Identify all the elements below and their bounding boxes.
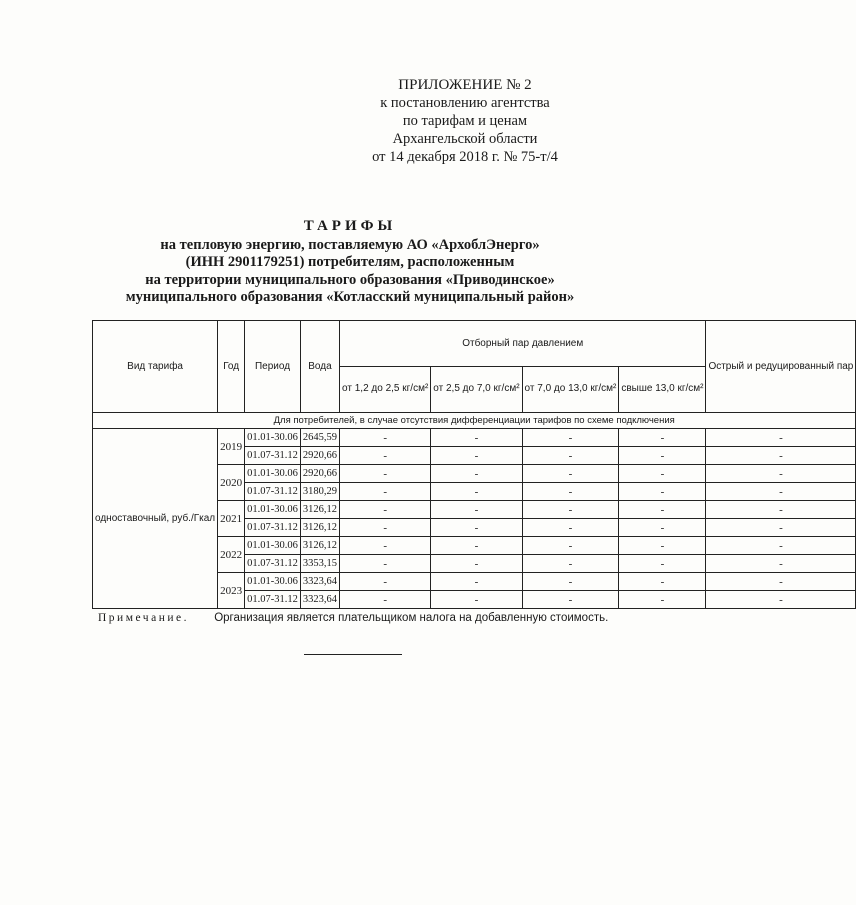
- header-steam-2: от 2,5 до 7,0 кг/см²: [431, 367, 522, 413]
- appendix-line: к постановлению агентства: [380, 95, 550, 111]
- header-steam-1: от 1,2 до 2,5 кг/см²: [340, 367, 431, 413]
- header-period: Период: [245, 321, 301, 413]
- water-value: 3353,15: [300, 555, 339, 573]
- period-cell: 01.07-31.12: [245, 519, 301, 537]
- water-value: 3126,12: [300, 519, 339, 537]
- steam-value: -: [619, 573, 706, 591]
- heading-line: на территории муниципального образования «Приводинское»: [145, 271, 555, 288]
- water-value: 2920,66: [300, 447, 339, 465]
- steam-value: -: [340, 465, 431, 483]
- steam-value: -: [619, 429, 706, 447]
- header-steam-group: Отборный пар давлением: [340, 321, 706, 367]
- consumer-group-label: Для потребителей, в случае отсутствия дифференциации тарифов по схеме подключения: [93, 413, 856, 429]
- steam-value: -: [431, 429, 522, 447]
- steam-value: -: [431, 555, 522, 573]
- appendix-line: по тарифам и ценам: [402, 113, 528, 129]
- closing-rule: [304, 654, 402, 655]
- steam-value: -: [522, 555, 619, 573]
- steam-value: -: [619, 555, 706, 573]
- heading-line: на тепловую энергию, поставляемую АО «АрхоблЭнерго»: [160, 236, 540, 253]
- steam-value: -: [619, 591, 706, 609]
- period-cell: 01.01-30.06: [245, 429, 301, 447]
- year-cell: 2019: [218, 429, 245, 465]
- steam-value: -: [522, 537, 619, 555]
- water-value: 2645,59: [300, 429, 339, 447]
- header-steam-4: свыше 13,0 кг/см²: [619, 367, 706, 413]
- steam-value: -: [522, 573, 619, 591]
- steam-value: -: [522, 429, 619, 447]
- note-label: Примечание.: [98, 612, 189, 624]
- year-cell: 2021: [218, 501, 245, 537]
- header-steam-3: от 7,0 до 13,0 кг/см²: [522, 367, 619, 413]
- period-cell: 01.01-30.06: [245, 501, 301, 519]
- water-value: 3126,12: [300, 537, 339, 555]
- steam-value: -: [431, 573, 522, 591]
- steam-value: -: [431, 537, 522, 555]
- water-value: 3126,12: [300, 501, 339, 519]
- steam-value: -: [619, 519, 706, 537]
- sharp-steam-value: -: [706, 591, 856, 609]
- steam-value: -: [619, 447, 706, 465]
- period-cell: 01.01-30.06: [245, 573, 301, 591]
- steam-value: -: [431, 519, 522, 537]
- year-cell: 2022: [218, 537, 245, 573]
- steam-value: -: [619, 465, 706, 483]
- steam-value: -: [431, 465, 522, 483]
- steam-value: -: [619, 537, 706, 555]
- steam-value: -: [522, 519, 619, 537]
- tariff-table: [92, 320, 856, 609]
- header-tariff-type: Вид тарифа: [93, 321, 218, 413]
- sharp-steam-value: -: [706, 483, 856, 501]
- year-cell: 2023: [218, 573, 245, 609]
- period-cell: 01.01-30.06: [245, 537, 301, 555]
- header-sharp-steam: Острый и редуцированный пар: [706, 321, 856, 413]
- steam-value: -: [522, 465, 619, 483]
- period-cell: 01.07-31.12: [245, 483, 301, 501]
- sharp-steam-value: -: [706, 519, 856, 537]
- appendix-line: Архангельской области: [392, 131, 538, 147]
- table-row: [93, 429, 856, 447]
- steam-value: -: [431, 591, 522, 609]
- appendix-line: от 14 декабря 2018 г. № 75-т/4: [372, 149, 558, 165]
- steam-value: -: [340, 537, 431, 555]
- sharp-steam-value: -: [706, 573, 856, 591]
- steam-value: -: [431, 483, 522, 501]
- appendix-header: [350, 76, 580, 166]
- note: [98, 612, 608, 624]
- document-heading: [60, 218, 640, 307]
- steam-value: -: [522, 591, 619, 609]
- period-cell: 01.07-31.12: [245, 555, 301, 573]
- water-value: 3323,64: [300, 591, 339, 609]
- steam-value: -: [619, 483, 706, 501]
- heading-line: (ИНН 2901179251) потребителям, расположенным: [185, 254, 515, 270]
- steam-value: -: [340, 501, 431, 519]
- sharp-steam-value: -: [706, 501, 856, 519]
- steam-value: -: [619, 501, 706, 519]
- sharp-steam-value: -: [706, 465, 856, 483]
- sharp-steam-value: -: [706, 555, 856, 573]
- steam-value: -: [340, 483, 431, 501]
- year-cell: 2020: [218, 465, 245, 501]
- steam-value: -: [340, 591, 431, 609]
- steam-value: -: [522, 483, 619, 501]
- steam-value: -: [522, 447, 619, 465]
- water-value: 3323,64: [300, 573, 339, 591]
- period-cell: 01.07-31.12: [245, 447, 301, 465]
- heading-line: муниципального образования «Котласский муниципальный район»: [125, 289, 575, 305]
- sharp-steam-value: -: [706, 429, 856, 447]
- steam-value: -: [431, 447, 522, 465]
- note-text: Организация является плательщиком налога на добавленную стоимость.: [214, 612, 609, 624]
- sharp-steam-value: -: [706, 537, 856, 555]
- sharp-steam-value: -: [706, 447, 856, 465]
- tariff-type-cell: одноставочный, руб./Гкал: [93, 429, 218, 609]
- steam-value: -: [340, 429, 431, 447]
- header-year: Год: [218, 321, 245, 413]
- steam-value: -: [340, 447, 431, 465]
- appendix-title: ПРИЛОЖЕНИЕ № 2: [398, 77, 532, 93]
- steam-value: -: [340, 519, 431, 537]
- steam-value: -: [340, 555, 431, 573]
- period-cell: 01.07-31.12: [245, 591, 301, 609]
- document-title: ТАРИФЫ: [303, 218, 397, 234]
- steam-value: -: [431, 501, 522, 519]
- steam-value: -: [522, 501, 619, 519]
- water-value: 2920,66: [300, 465, 339, 483]
- steam-value: -: [340, 573, 431, 591]
- period-cell: 01.01-30.06: [245, 465, 301, 483]
- header-water: Вода: [300, 321, 339, 413]
- water-value: 3180,29: [300, 483, 339, 501]
